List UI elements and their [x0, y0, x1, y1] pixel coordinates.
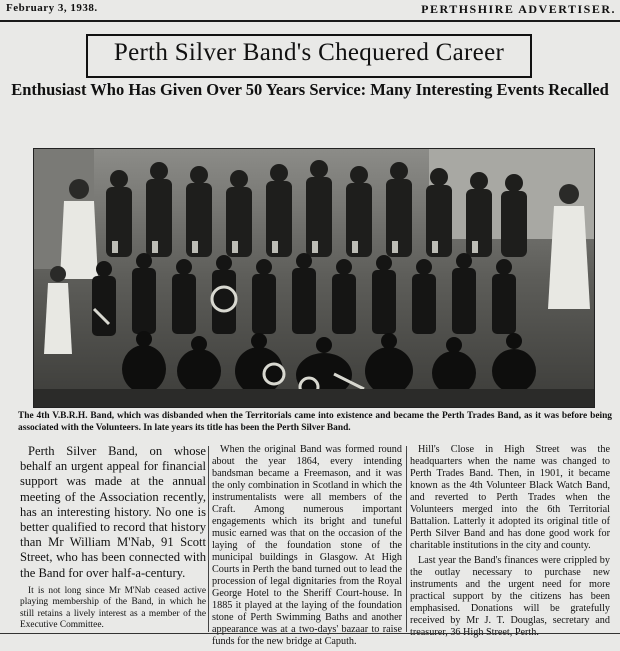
issue-date: February 3, 1938.	[6, 2, 98, 14]
column-divider	[406, 446, 407, 632]
article-paragraph: It is not long since Mr M'Nab ceased active playing membership of the Band, in which he still retains a lively interest as a member of the Executive Committee.	[20, 585, 206, 631]
band-group-photo-icon	[34, 149, 594, 407]
photo-caption: The 4th V.B.R.H. Band, which was disbanded when the Territorials came into existence and became the Perth Trades Band, as it was before being associated with the Volunteers. In late years its title has been the Perth Silver Band.	[18, 411, 612, 433]
article-column-left	[20, 444, 206, 634]
headline: Perth Silver Band's Chequered Career	[113, 39, 505, 66]
article-paragraph: Hill's Close in High Street was the headquarters when the name was changed to Perth Trades Band. Then, in 1901, it became known as the 4th Volunteer Black Watch Band, and reverted to Perth Trades when the Volunteers merged into the 6th Territorial Battalion. Latterly it adopted its original title of Perth Silver Band and has done good work for charitable institutions in the city and county.	[410, 444, 610, 551]
headline-box	[86, 34, 532, 78]
masthead-rule	[0, 20, 620, 22]
band-photo	[33, 148, 595, 408]
article-paragraph: Last year the Band's finances were crippled by the outlay necessary to purchase new instruments and the urgent need for more practical support by the citizens has been emphasised. Donations will be gratefully received by Mr J. T. Douglas, secretary and treasurer, 36 High Street, Perth.	[410, 555, 610, 638]
subheadline: Enthusiast Who Has Given Over 50 Years Service: Many Interesting Events Recalled	[11, 80, 609, 99]
newspaper-name: PERTHSHIRE ADVERTISER.	[421, 2, 616, 16]
article-column-right	[410, 444, 610, 642]
column-divider	[208, 446, 209, 632]
bottom-rule	[0, 633, 620, 634]
article-column-middle	[212, 444, 402, 651]
article-paragraph: Perth Silver Band, on whose behalf an urgent appeal for financial support was made at the annual meeting of the Association recently, has an interesting history. No one is better qualified to record that history than Mr William M'Nab, 91 Scott Street, who has been connected with the Band for over half-a-century.	[20, 444, 206, 580]
article-paragraph: When the original Band was formed round about the year 1864, every intending bandsman became a Freemason, and it was the only combination in Scotland in which the instrumentalists were all members of the Craft. Among numerous important engagements which its bright and tuneful music earned was that on the occasion of the laying of the foundation stone of the municipal buildings in Glasgow. At High Courts in Perth the band turned out to lead the procession of legal dignitaries from the Royal George Hotel to the Sheriff Court-house. In 1885 it played at the laying of the foundation stone of Perth Swimming Baths and another appearance was at a two-days' bazaar to raise funds for the new bridge at Caputh.	[212, 444, 402, 647]
